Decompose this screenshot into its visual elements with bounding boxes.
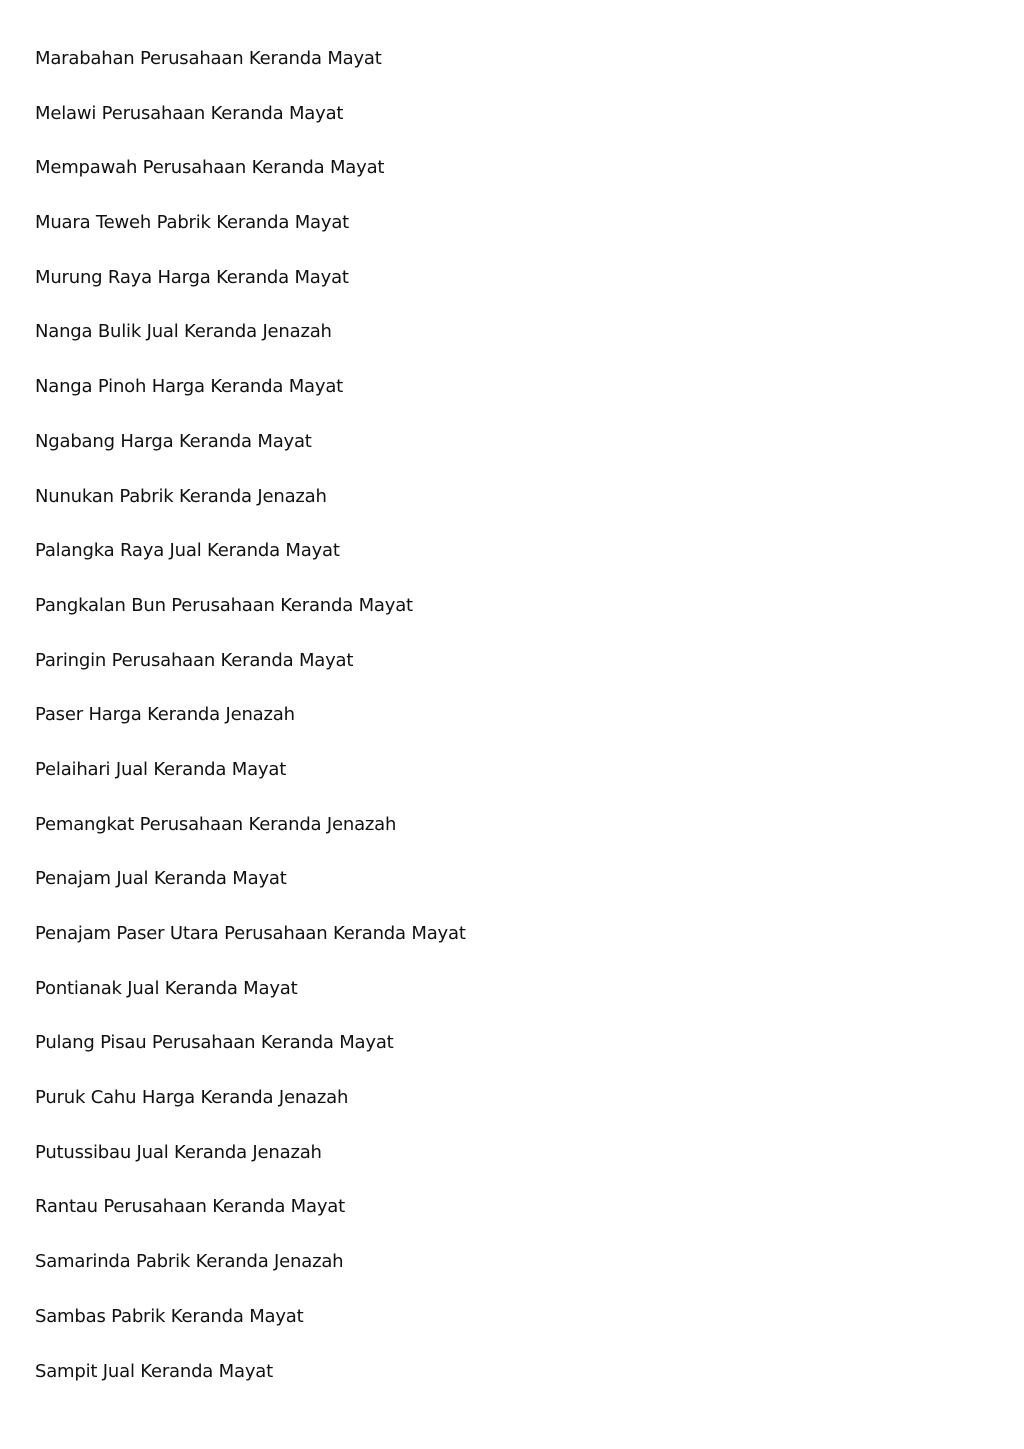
list-item[interactable]: Nanga Pinoh Harga Keranda Mayat <box>35 376 344 398</box>
list-item[interactable]: Paringin Perusahaan Keranda Mayat <box>35 649 354 671</box>
list-item[interactable]: Murung Raya Harga Keranda Mayat <box>35 266 349 288</box>
list-item[interactable]: Penajam Paser Utara Perusahaan Keranda Mayat <box>35 923 466 944</box>
list-item[interactable]: Pulang Pisau Perusahaan Keranda Mayat <box>35 1032 394 1054</box>
list-item[interactable]: Ngabang Harga Keranda Mayat <box>35 430 312 452</box>
list-item[interactable]: Pelaihari Jual Keranda Mayat <box>35 758 287 780</box>
list-item[interactable]: Mempawah Perusahaan Keranda Mayat <box>35 157 385 179</box>
list-item[interactable]: Nunukan Pabrik Keranda Jenazah <box>35 485 327 507</box>
list-item[interactable]: Puruk Cahu Harga Keranda Jenazah <box>35 1087 349 1109</box>
list-item[interactable]: Muara Teweh Pabrik Keranda Mayat <box>35 212 350 234</box>
list-item[interactable]: Melawi Perusahaan Keranda Mayat <box>35 102 344 124</box>
list-item[interactable]: Rantau Perusahaan Keranda Mayat <box>35 1196 345 1218</box>
list-item[interactable]: Palangka Raya Jual Keranda Mayat <box>35 540 340 562</box>
list-item[interactable]: Penajam Jual Keranda Mayat <box>35 868 287 890</box>
list-item[interactable]: Putussibau Jual Keranda Jenazah <box>35 1141 322 1163</box>
list-item[interactable]: Paser Harga Keranda Jenazah <box>35 704 295 726</box>
list-item[interactable]: Pemangkat Perusahaan Keranda Jenazah <box>35 813 397 835</box>
list-item[interactable]: Sampit Jual Keranda Mayat <box>35 1360 273 1382</box>
list-item[interactable]: Marabahan Perusahaan Keranda Mayat <box>35 48 382 69</box>
list-item[interactable]: Samarinda Pabrik Keranda Jenazah <box>35 1251 344 1273</box>
link-list <box>35 47 935 1414</box>
list-item[interactable]: Pontianak Jual Keranda Mayat <box>35 977 298 999</box>
list-item[interactable]: Sambas Pabrik Keranda Mayat <box>35 1305 304 1327</box>
list-item[interactable]: Pangkalan Bun Perusahaan Keranda Mayat <box>35 594 413 616</box>
list-item[interactable]: Nanga Bulik Jual Keranda Jenazah <box>35 321 332 343</box>
